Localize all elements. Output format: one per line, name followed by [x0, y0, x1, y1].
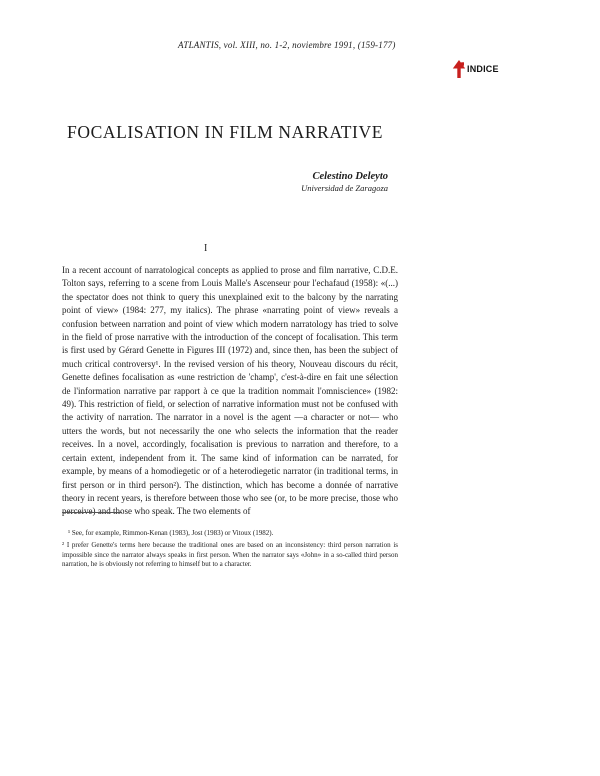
body-paragraph: In a recent account of narratological concepts as applied to prose and film narrative, C.D.E. Tolton says, referring to a scene from Louis Malle's Ascenseur pour l'echafaud (1958): «(...) the spectator does not think to query this unexplained exit to the balcony by the narrating point of view» (1984: 277, my italics). The phrase «narrating point of view» reveals a confusion between narration and point of view which modern narratology has tried to solve in the field of prose narrative with the introduction of the concept of focalisation. This term is first used by Gérard Genette in Figures III (1972) and, since then, has been the subject of much critical controversy¹. In the revised version of his theory, Nouveau discours du récit, Genette defines focalisation as «une restriction de 'champ', c'est-à-dire en fait une sélection de l'information narrative par rapport à ce que la tradition nommait l'omniscience» (1982: 49). This restriction of field, or selection of narrative information must not be confused with the activity of narration. The narrator in a novel is the agent —a character or not— who utters the words, but not necessarily the one who selects the information that the reader receives. In a novel, accordingly, focalisation is previous to narration and therefore, to a certain extent, independent from it. The same kind of information can be narrated, for example, by means of a homodiegetic or of a heterodiegetic narrator (in traditional terms, in first person or in third person²). The distinction, which has become a donnée of narrative theory in recent years, is therefore between those who see (or, to be more precise, those who perceive) and those who speak. The two elements of: [62, 265, 398, 517]
footnote-divider: [62, 512, 122, 513]
curved-back-arrow-icon: [452, 59, 466, 79]
section-number: I: [204, 243, 208, 254]
index-link-label: INDICE: [467, 64, 499, 74]
body-text: [62, 264, 398, 519]
author-name: Celestino Deleyto: [312, 171, 388, 182]
author-affiliation: Universidad de Zaragoza: [301, 183, 388, 193]
running-head: ATLANTIS, vol. XIII, no. 1-2, noviembre 1991, (159-177): [178, 40, 396, 50]
article-title: FOCALISATION IN FILM NARRATIVE: [67, 122, 383, 142]
footnote-2: ² I prefer Genette's terms here because the traditional ones are based on an inconsistency: third person narration is impossible since the narrator always speaks in first person. When the narrator says «John» in a so-called third person narration, he is obviously not referring to himself but to a character.: [62, 540, 398, 569]
footnote-1: ¹ See, for example, Rimmon-Kenan (1983), Jost (1983) or Vitoux (1982).: [68, 529, 274, 537]
footnotes: [62, 529, 398, 572]
index-link[interactable]: [452, 58, 499, 80]
